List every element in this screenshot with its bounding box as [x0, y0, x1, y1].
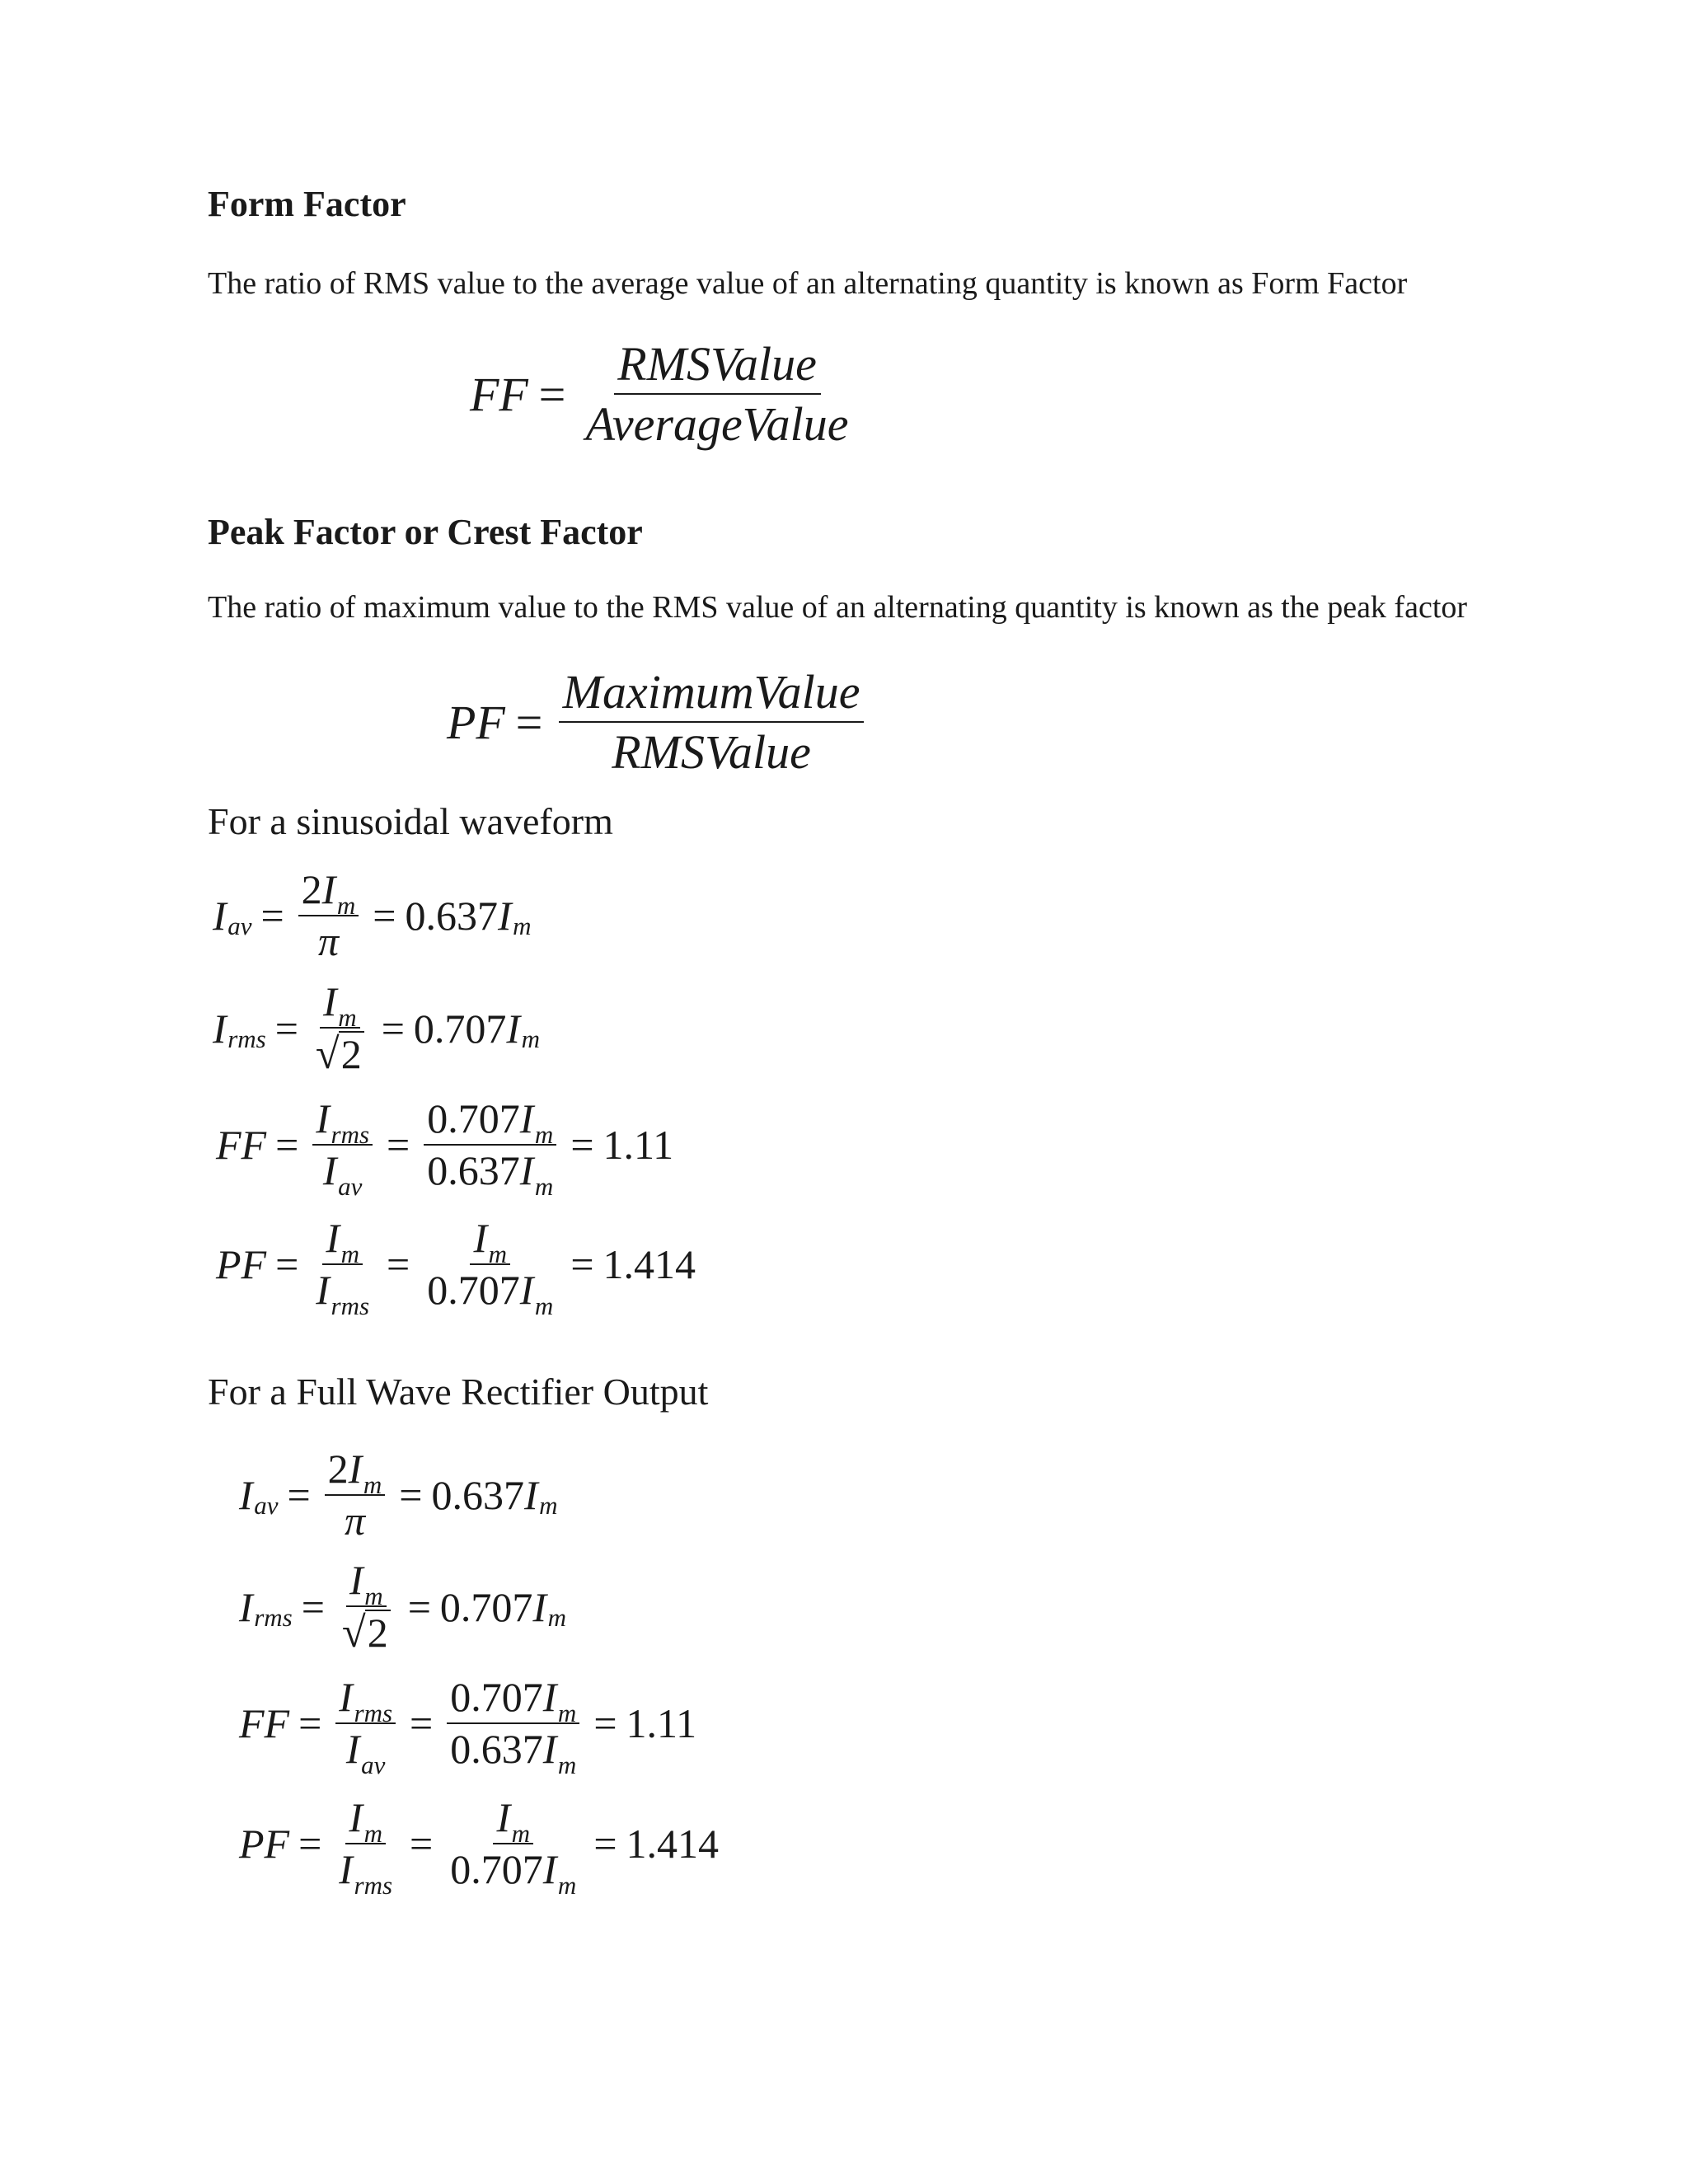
ff-numerator: RMSValue [614, 338, 821, 395]
peak-factor-heading: Peak Factor or Crest Factor [208, 512, 643, 552]
fw-ff-equation: FF = $\frac{I_{rms}}{I_{av}}$ = $\frac{0.707I_m}{0.637I_m}$ = 1.11 [239, 1674, 697, 1780]
pf-lhs: PF [447, 695, 505, 749]
pf-fraction [559, 666, 864, 779]
sin-pf-equation: PF = $\frac{I_m}{I_{rms}}$ = $\frac{I_m}{0.707I_m}$ = 1.414 [216, 1215, 696, 1321]
sinusoidal-title: For a sinusoidal waveform [208, 800, 613, 842]
fw-iav-equation: I av = $\frac{2I_m}{\pi}$ = 0.637 I m [239, 1446, 558, 1544]
fw-ff-result: 1.11 [626, 1700, 697, 1746]
form-factor-heading: Form Factor [208, 184, 406, 224]
fw-pf-result: 1.414 [626, 1821, 720, 1867]
full-wave-title: For a Full Wave Rectifier Output [208, 1371, 709, 1413]
ff-denominator: AverageValue [585, 396, 849, 451]
fw-pf-equation: PF = $\frac{I_m}{I_{rms}}$ = $\frac{I_m}{0.707I_m}$ = 1.414 [239, 1794, 720, 1900]
sin-irms-equation: I rms = $I_m$ √ 2 = 0.707 I m [213, 978, 540, 1078]
pf-denominator: RMSValue [612, 724, 811, 779]
form-factor-formula: FF = $\frac{\text{RMSValue}}{\text{AverageValue}}$ [470, 338, 858, 451]
peak-factor-definition: The ratio of maximum value to the RMS value of an alternating quantity is known as the peak factor [208, 590, 1468, 625]
sin-pf-result: 1.414 [603, 1241, 696, 1287]
peak-factor-formula: PF = $\frac{\text{MaximumValue}}{\text{RMSValue}}$ [447, 666, 870, 779]
form-factor-definition: The ratio of RMS value to the average value of an alternating quantity is known as Form Factor [208, 266, 1408, 301]
sin-ff-result: 1.11 [603, 1122, 674, 1168]
ff-fraction [582, 338, 852, 451]
fw-irms-equation: I rms = $I_m$ √ 2 = 0.707 I m [239, 1557, 566, 1657]
sin-ff-equation: FF = $\frac{I_{rms}}{I_{av}}$ = $\frac{0.707I_m}{0.637I_m}$ = 1.11 [216, 1095, 674, 1202]
pf-numerator: MaximumValue [559, 666, 864, 723]
ff-lhs: FF [470, 367, 528, 421]
sin-iav-equation: I av = $\frac{2I_m}{\pi}$ = 0.637 I m [213, 866, 532, 964]
